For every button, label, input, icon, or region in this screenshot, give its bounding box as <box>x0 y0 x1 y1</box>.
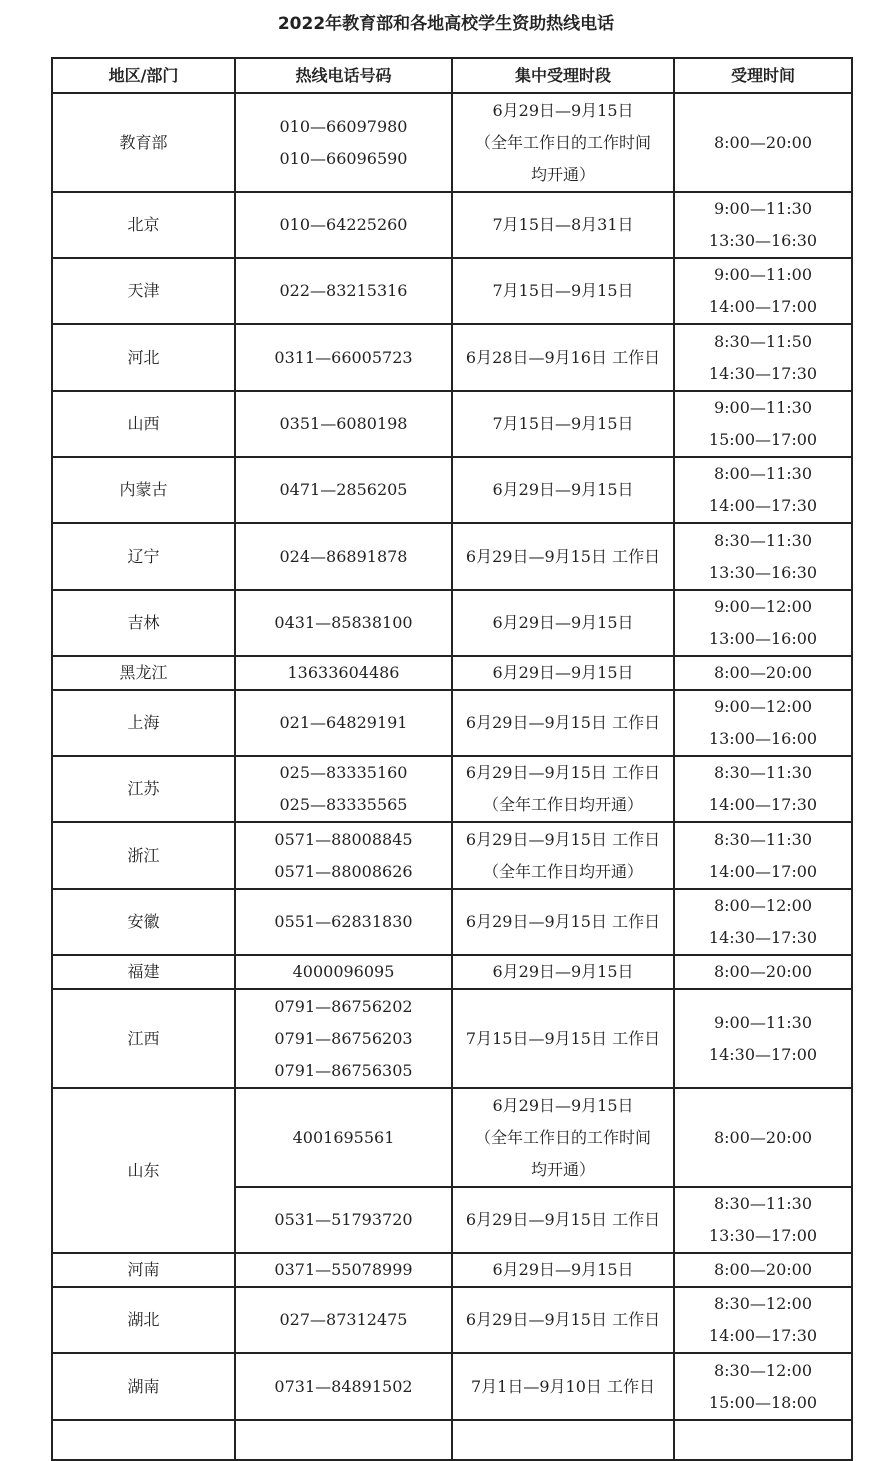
hours-cell-line: 8:30—11:30 <box>713 829 813 849</box>
region-cell: 浙江 <box>52 822 235 889</box>
hours-cell <box>674 590 852 656</box>
phone-cell <box>235 192 452 258</box>
hours-cell-line: 8:30—12:00 <box>713 1360 813 1380</box>
region-cell: 上海 <box>52 690 235 756</box>
period-cell <box>452 690 674 756</box>
phone-cell <box>235 690 452 756</box>
period-cell <box>452 1187 674 1253</box>
hours-cell <box>674 756 852 822</box>
region-cell: 河南 <box>52 1253 235 1287</box>
phone-cell-line: 0351—6080198 <box>279 414 408 433</box>
phone-cell <box>235 1287 452 1353</box>
table-row <box>52 889 852 955</box>
region-cell: 教育部 <box>52 93 235 192</box>
period-cell <box>452 258 674 324</box>
period-cell <box>452 590 674 656</box>
hours-cell-line: 14:00—17:30 <box>708 496 818 515</box>
region-cell: 安徽 <box>52 889 235 955</box>
hours-cell-line: 13:00—16:00 <box>708 629 818 648</box>
phone-cell-line: 0531—51793720 <box>274 1210 413 1229</box>
hours-cell-line: 8:00—20:00 <box>713 132 813 152</box>
table-row <box>52 590 852 656</box>
region-cell: 江苏 <box>52 756 235 822</box>
hours-cell <box>674 258 852 324</box>
period-cell-line: （全年工作日均开通） <box>482 861 643 881</box>
phone-cell <box>235 989 452 1088</box>
column-header-region: 地区/部门 <box>52 58 235 93</box>
phone-cell-line: 13633604486 <box>287 663 400 682</box>
hours-cell-line: 8:00—20:00 <box>713 1127 813 1147</box>
empty-cell <box>452 1420 674 1460</box>
table-row <box>52 690 852 756</box>
column-header-phone: 热线电话号码 <box>235 58 452 93</box>
hours-cell-line: 14:00—17:00 <box>708 297 818 316</box>
hours-cell <box>674 1253 852 1287</box>
column-header-hours: 受理时间 <box>674 58 852 93</box>
period-cell-line: 6月29日—9月15日 <box>492 962 634 981</box>
period-cell <box>452 955 674 989</box>
period-cell-line: 6月29日—9月15日 工作日 <box>465 713 661 732</box>
region-cell: 山东 <box>52 1088 235 1253</box>
phone-cell <box>235 523 452 590</box>
hours-cell-line: 8:30—11:30 <box>713 1194 813 1213</box>
period-cell <box>452 1353 674 1420</box>
phone-cell-line: 0471—2856205 <box>279 480 408 499</box>
table-row <box>52 1253 852 1287</box>
hours-cell <box>674 656 852 690</box>
phone-cell-line: 4001695561 <box>292 1127 395 1147</box>
region-cell: 福建 <box>52 955 235 989</box>
hours-cell-line: 14:00—17:30 <box>708 795 818 814</box>
region-cell: 黑龙江 <box>52 656 235 690</box>
phone-cell <box>235 756 452 822</box>
period-cell-line: （全年工作日的工作时间 <box>474 132 651 152</box>
phone-cell-line: 027—87312475 <box>279 1310 408 1329</box>
hours-cell-line: 14:00—17:30 <box>708 1326 818 1345</box>
period-cell-line: （全年工作日的工作时间 <box>474 1127 651 1147</box>
hours-cell-line: 8:00—20:00 <box>713 663 813 682</box>
empty-cell <box>52 1420 235 1460</box>
period-cell-line: 6月29日—9月15日 <box>492 1260 634 1279</box>
region-cell: 湖南 <box>52 1353 235 1420</box>
empty-cell <box>674 1420 852 1460</box>
hours-cell <box>674 1287 852 1353</box>
table-row <box>52 192 852 258</box>
hours-cell <box>674 1353 852 1420</box>
hours-cell-line: 15:00—17:00 <box>708 430 818 449</box>
hours-cell <box>674 955 852 989</box>
hours-cell <box>674 989 852 1088</box>
phone-cell <box>235 822 452 889</box>
phone-cell <box>235 955 452 989</box>
hours-cell-line: 9:00—11:30 <box>713 1012 813 1032</box>
period-cell-line: 均开通） <box>530 164 595 184</box>
period-cell-line: 均开通） <box>530 1159 595 1179</box>
hours-cell-line: 9:00—11:30 <box>713 398 813 417</box>
phone-cell-line: 025—83335160 <box>279 763 408 782</box>
period-cell-line: 6月29日—9月15日 工作日 <box>465 829 661 849</box>
hours-cell-line: 14:30—17:30 <box>708 363 818 383</box>
period-cell-line: 6月29日—9月15日 工作日 <box>465 912 661 931</box>
period-cell <box>452 1088 674 1187</box>
hours-cell <box>674 1187 852 1253</box>
phone-cell-line: 010—66097980 <box>279 116 408 136</box>
region-cell: 辽宁 <box>52 523 235 590</box>
table-row <box>52 1353 852 1420</box>
page-title: 2022年教育部和各地高校学生资助热线电话 <box>277 14 615 34</box>
phone-cell-line: 022—83215316 <box>279 281 408 300</box>
table-row <box>52 523 852 590</box>
table-row <box>52 391 852 457</box>
phone-cell-line: 0431—85838100 <box>274 613 413 632</box>
hours-cell-line: 13:30—17:00 <box>708 1226 818 1245</box>
region-cell: 内蒙古 <box>52 457 235 523</box>
period-cell <box>452 457 674 523</box>
period-cell-line: 6月29日—9月15日 <box>492 1095 634 1115</box>
table-row <box>52 989 852 1088</box>
hours-cell <box>674 192 852 258</box>
phone-cell-line: 0791—86756305 <box>274 1060 413 1080</box>
hours-cell <box>674 523 852 590</box>
region-cell: 河北 <box>52 324 235 391</box>
hours-cell-line: 14:00—17:00 <box>708 861 818 881</box>
hours-cell-line: 9:00—12:00 <box>713 697 813 716</box>
phone-cell-line: 0571—88008626 <box>274 861 413 881</box>
table-row <box>52 324 852 391</box>
phone-cell <box>235 258 452 324</box>
period-cell-line: 7月15日—8月31日 <box>492 215 634 234</box>
period-cell-line: 6月28日—9月16日 工作日 <box>465 347 661 367</box>
phone-cell <box>235 324 452 391</box>
phone-cell <box>235 1187 452 1253</box>
table-row <box>52 955 852 989</box>
hours-cell-line: 8:30—11:30 <box>713 763 813 782</box>
period-cell <box>452 1287 674 1353</box>
hours-cell-line: 8:00—20:00 <box>713 1260 813 1279</box>
hours-cell <box>674 690 852 756</box>
table-row <box>52 258 852 324</box>
hours-cell <box>674 391 852 457</box>
phone-cell <box>235 590 452 656</box>
period-cell <box>452 756 674 822</box>
phone-cell-line: 0571—88008845 <box>274 829 413 849</box>
hours-cell-line: 13:00—16:00 <box>708 729 818 748</box>
period-cell <box>452 1253 674 1287</box>
period-cell-line: 6月29日—9月15日 工作日 <box>465 546 661 566</box>
region-cell: 江西 <box>52 989 235 1088</box>
hours-cell-line: 9:00—11:00 <box>713 265 813 284</box>
hours-cell-line: 9:00—12:00 <box>713 597 813 616</box>
phone-cell <box>235 1253 452 1287</box>
table-row <box>52 1287 852 1353</box>
hours-cell-line: 8:00—20:00 <box>713 962 813 981</box>
table-header-row <box>52 58 852 93</box>
hours-cell-line: 8:00—11:30 <box>713 464 813 483</box>
table-row <box>52 1088 852 1187</box>
period-cell-line: 7月15日—9月15日 工作日 <box>465 1028 661 1048</box>
table-body <box>52 93 852 1460</box>
hours-cell <box>674 324 852 391</box>
hours-cell-line: 14:30—17:00 <box>708 1044 818 1064</box>
table-row <box>52 656 852 690</box>
period-cell-line: 6月29日—9月15日 <box>492 613 634 632</box>
table-row <box>52 93 852 192</box>
table-row <box>52 756 852 822</box>
period-cell <box>452 192 674 258</box>
hours-cell-line: 8:30—11:30 <box>713 530 813 550</box>
period-cell <box>452 889 674 955</box>
period-cell <box>452 391 674 457</box>
region-cell: 天津 <box>52 258 235 324</box>
phone-cell-line: 0731—84891502 <box>274 1376 413 1396</box>
period-cell-line: 6月29日—9月15日 工作日 <box>465 763 661 782</box>
hours-cell-line: 8:30—11:50 <box>713 331 813 351</box>
phone-cell-line: 0371—55078999 <box>274 1260 413 1279</box>
region-cell: 湖北 <box>52 1287 235 1353</box>
hotline-table <box>51 57 853 1461</box>
phone-cell <box>235 1353 452 1420</box>
hours-cell-line: 8:00—12:00 <box>713 896 813 915</box>
table-row <box>52 1420 852 1460</box>
period-cell <box>452 989 674 1088</box>
hours-cell-line: 15:00—18:00 <box>708 1392 818 1412</box>
phone-cell-line: 010—64225260 <box>279 215 408 234</box>
phone-cell-line: 010—66096590 <box>279 148 408 168</box>
phone-cell-line: 4000096095 <box>292 962 395 981</box>
period-cell-line: 6月29日—9月15日 工作日 <box>465 1310 661 1329</box>
phone-cell-line: 0551—62831830 <box>274 912 413 931</box>
hours-cell-line: 13:30—16:30 <box>708 562 818 582</box>
hours-cell-line: 8:30—12:00 <box>713 1294 813 1313</box>
hours-cell-line: 13:30—16:30 <box>708 231 818 250</box>
phone-cell <box>235 391 452 457</box>
hours-cell-line: 9:00—11:30 <box>713 199 813 218</box>
hours-cell-line: 14:30—17:30 <box>708 928 818 947</box>
table-row <box>52 822 852 889</box>
period-cell <box>452 324 674 391</box>
table-row <box>52 457 852 523</box>
period-cell-line: 6月29日—9月15日 <box>492 663 634 682</box>
period-cell <box>452 656 674 690</box>
column-header-period: 集中受理时段 <box>452 58 674 93</box>
hours-cell <box>674 889 852 955</box>
period-cell <box>452 523 674 590</box>
period-cell-line: 7月15日—9月15日 <box>492 281 634 300</box>
phone-cell <box>235 889 452 955</box>
period-cell-line: （全年工作日均开通） <box>482 795 643 814</box>
phone-cell <box>235 457 452 523</box>
phone-cell <box>235 656 452 690</box>
phone-cell <box>235 93 452 192</box>
period-cell <box>452 822 674 889</box>
region-cell: 北京 <box>52 192 235 258</box>
region-cell: 山西 <box>52 391 235 457</box>
phone-cell-line: 0791—86756202 <box>274 996 413 1016</box>
period-cell-line: 6月29日—9月15日 工作日 <box>465 1210 661 1229</box>
phone-cell <box>235 1088 452 1187</box>
period-cell-line: 6月29日—9月15日 <box>492 480 634 499</box>
period-cell-line: 6月29日—9月15日 <box>492 100 634 120</box>
phone-cell-line: 021—64829191 <box>279 713 408 732</box>
phone-cell-line: 025—83335565 <box>279 795 408 814</box>
phone-cell-line: 024—86891878 <box>279 546 408 566</box>
hours-cell <box>674 93 852 192</box>
region-cell: 吉林 <box>52 590 235 656</box>
period-cell-line: 7月15日—9月15日 <box>492 414 634 433</box>
period-cell <box>452 93 674 192</box>
hours-cell <box>674 457 852 523</box>
hours-cell <box>674 822 852 889</box>
empty-cell <box>235 1420 452 1460</box>
phone-cell-line: 0311—66005723 <box>274 347 413 367</box>
period-cell-line: 7月1日—9月10日 工作日 <box>471 1376 655 1396</box>
phone-cell-line: 0791—86756203 <box>274 1028 413 1048</box>
hours-cell <box>674 1088 852 1187</box>
